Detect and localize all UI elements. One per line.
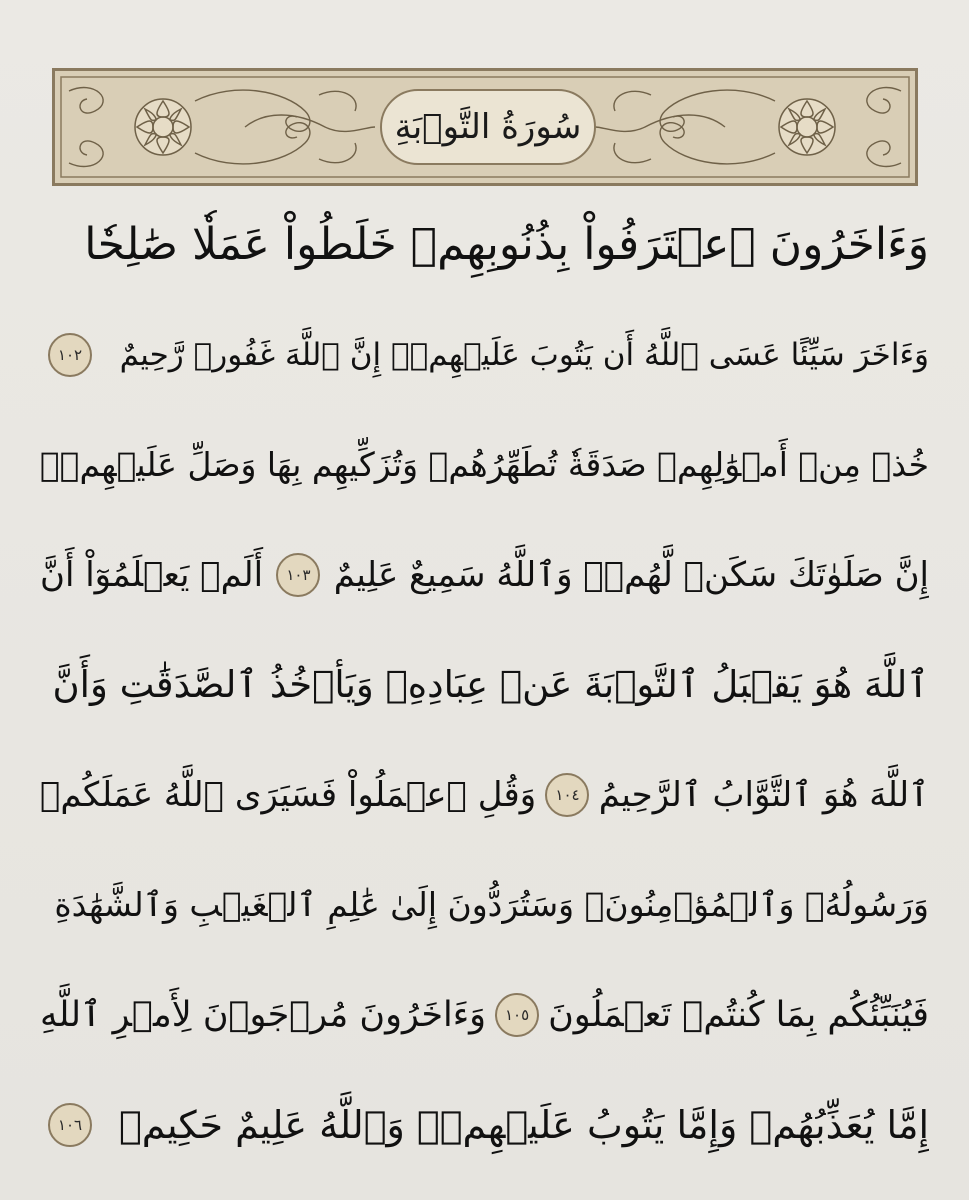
- surah-title: سُورَةُ التَّوۡبَةِ: [394, 107, 582, 147]
- verse-text: إِمَّا يُعَذِّبُهُمۡ وَإِمَّا يَتُوبُ عَلَيۡهِمۡۗ وَٱللَّهُ عَلِيمٌ حَكِيمٞ: [118, 1103, 929, 1147]
- surah-name-cartouche: [380, 89, 596, 165]
- verse-line: [40, 860, 929, 950]
- verse-text: وَءَاخَرُونَ مُرۡجَوۡنَ لِأَمۡرِ ٱللَّهِ: [40, 995, 487, 1035]
- verse-line: [40, 310, 929, 400]
- verse-text: وَرَسُولُهُۥ وَٱلۡمُؤۡمِنُونَۖ وَسَتُرَدُّونَ إِلَىٰ عَٰلِمِ ٱلۡغَيۡبِ وَٱلشَّهَٰدَةِ: [54, 885, 929, 924]
- verse-line: [40, 1080, 929, 1170]
- verse-line: [40, 640, 929, 730]
- verse-text: وَءَاخَرَ سَيِّئًا عَسَى ٱللَّهُ أَن يَتُوبَ عَلَيۡهِمۡۚ إِنَّ ٱللَّهَ غَفُورٞ رَّحِيمٌ: [119, 337, 929, 373]
- ayah-end-marker-icon: ١٠٤: [545, 773, 589, 817]
- verse-line: [40, 530, 929, 620]
- verse-line: [40, 970, 929, 1060]
- verse-line: [40, 750, 929, 840]
- verse-text: خُذۡ مِنۡ أَمۡوَٰلِهِمۡ صَدَقَةٗ تُطَهِّرُهُمۡ وَتُزَكِّيهِم بِهَا وَصَلِّ عَلَيۡهِمۡۖ: [40, 445, 929, 484]
- surah-header-frame: [52, 68, 918, 186]
- verse-text: أَلَمۡ يَعۡلَمُوٓاْ أَنَّ: [40, 555, 264, 595]
- verse-line: [40, 420, 929, 510]
- verse-text: فَيُنَبِّئُكُم بِمَا كُنتُمۡ تَعۡمَلُونَ: [548, 995, 929, 1035]
- verse-text: وَقُلِ ٱعۡمَلُواْ فَسَيَرَى ٱللَّهُ عَمَلَكُمۡ: [40, 775, 537, 815]
- ayah-end-marker-icon: ١٠٥: [495, 993, 539, 1037]
- verse-text: ٱللَّهَ هُوَ يَقۡبَلُ ٱلتَّوۡبَةَ عَنۡ عِبَادِهِۦ وَيَأۡخُذُ ٱلصَّدَقَٰتِ وَأَنَّ: [52, 663, 929, 706]
- verse-line: [40, 200, 929, 290]
- verse-text: ٱللَّهَ هُوَ ٱلتَّوَّابُ ٱلرَّحِيمُ: [598, 775, 929, 815]
- ayah-end-marker-icon: ١٠٢: [48, 333, 92, 377]
- verse-text: إِنَّ صَلَوٰتَكَ سَكَنٞ لَّهُمۡۗ وَٱللَّهُ سَمِيعٌ عَلِيمٌ: [333, 555, 929, 595]
- ayah-end-marker-icon: ١٠٣: [276, 553, 320, 597]
- verse-text: وَءَاخَرُونَ ٱعۡتَرَفُواْ بِذُنُوبِهِمۡ خَلَطُواْ عَمَلٗا صَٰلِحٗا: [84, 219, 929, 270]
- ayah-end-marker-icon: ١٠٦: [48, 1103, 92, 1147]
